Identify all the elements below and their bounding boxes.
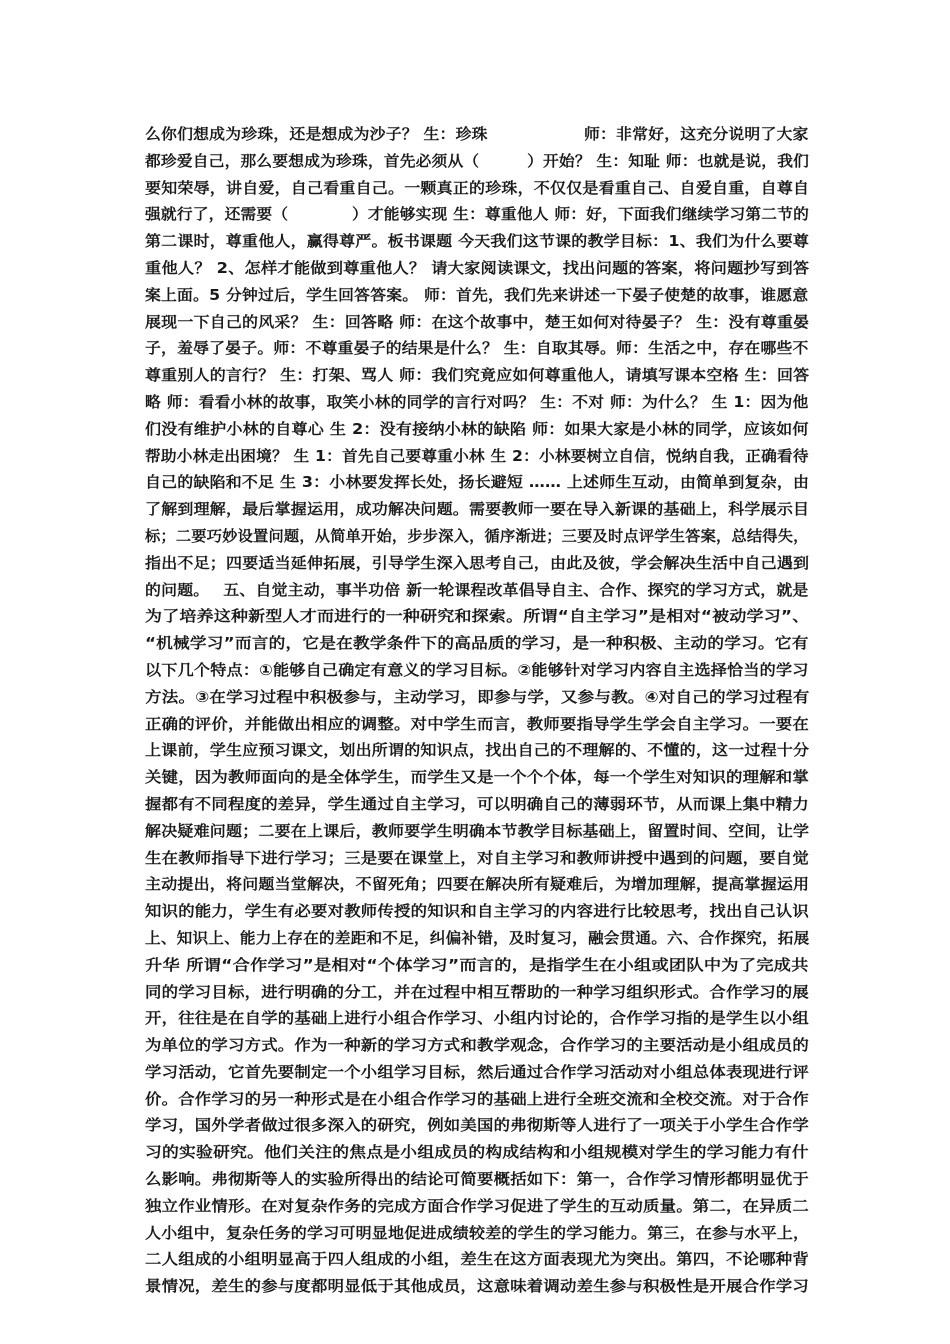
text-line: 重他人？ 2、怎样才能做到尊重他人？ 请大家阅读课文，找出问题的答案，将问题抄写到答	[145, 258, 809, 277]
text-line: 们没有维护小林的自尊心 生 2：没有接纳小林的缺陷 师：如果大家是小林的同学，应该如何	[145, 419, 809, 438]
text-line: 要知荣辱，讲自爱，自己看重自己。一颗真正的珍珠，不仅仅是看重自己、自爱自重，自尊自	[145, 178, 809, 197]
text-line: 都珍爱自己，那么要想成为珍珠，首先必须从（ ）开始？ 生：知耻 师：也就是说，我们	[145, 151, 809, 170]
text-line: 为单位的学习方式。作为一种新的学习方式和教学观念，合作学习的主要活动是小组成员的	[145, 1036, 809, 1055]
text-line: 生在教师指导下进行学习；三是要在课堂上，对自主学习和教师讲授中遇到的问题，要自觉	[145, 848, 809, 867]
text-line: 学习，国外学者做过很多深入的研究，例如美国的弗彻斯等人进行了一项关于小学生合作学	[145, 1116, 809, 1135]
text-line: 升华 所谓“合作学习”是相对“个体学习”而言的，是指学生在小组或团队中为了完成共	[145, 955, 809, 974]
text-line: 景情况，差生的参与度都明显低于其他成员，这意味着调动差生参与积极性是开展合作学习	[145, 1277, 809, 1296]
text-line: 习的实验研究。他们关注的焦点是小组成员的构成结构和小组规模对学生的学习能力有什	[145, 1143, 809, 1162]
text-line: 学习活动，它首先要制定一个小组学习目标，然后通过合作学习活动对小组总体表现进行评	[145, 1062, 809, 1081]
text-line: 正确的评价，并能做出相应的调整。对中学生而言，教师要指导学生学会自主学习。一要在	[145, 714, 809, 733]
text-line: 第二课时，尊重他人，赢得尊严。板书课题 今天我们这节课的教学目标：1、我们为什么要尊	[145, 232, 809, 251]
text-line: 了解到理解，最后掌握运用，成功解决问题。需要教师一要在导入新课的基础上，科学展示目	[145, 500, 809, 519]
text-line: 强就行了，还需要（ ）才能够实现 生：尊重他人 师：好，下面我们继续学习第二节的	[145, 205, 809, 224]
text-line: 独立作业情形。在对复杂作务的完成方面合作学习促进了学生的互动质量。第二，在异质二	[145, 1196, 809, 1215]
text-line: 二人组成的小组明显高于四人组成的小组，差生在这方面表现尤为突出。第四，不论哪种背	[145, 1250, 809, 1269]
text-line: 解决疑难问题；二要在上课后，教师要学生明确本节教学目标基础上，留置时间、空间，让学	[145, 821, 809, 840]
text-line: 主动提出，将问题当堂解决，不留死角；四要在解决所有疑难后，为增加理解，提高掌握运用	[145, 875, 809, 894]
text-line: 方法。③在学习过程中积极参与，主动学习，即参与学，又参与教。④对自己的学习过程有	[145, 687, 809, 706]
body-text	[145, 121, 809, 1300]
text-line: 以下几个特点：①能够自己确定有意义的学习目标。②能够针对学习内容自主选择恰当的学习	[145, 660, 809, 679]
text-line: 开，往往是在自学的基础上进行小组合作学习、小组内讨论的，合作学习指的是学生以小组	[145, 1009, 809, 1028]
text-line: 略 师：看看小林的故事，取笑小林的同学的言行对吗？ 生：不对 师：为什么？ 生 1：因为他	[145, 392, 809, 411]
text-line: 的问题。 五、自觉主动，事半功倍 新一轮课程改革倡导自主、合作、探究的学习方式，就是	[145, 580, 809, 599]
text-line: 么影响。弗彻斯等人的实验所得出的结论可简要概括如下：第一，合作学习情形都明显优于	[145, 1170, 809, 1189]
text-line: 么你们想成为珍珠，还是想成为沙子？ 生：珍珠 师：非常好，这充分说明了大家	[145, 125, 809, 143]
text-line: 子，羞辱了晏子。师：不尊重晏子的结果是什么？ 生：自取其辱。师：生活之中，存在哪些不	[145, 339, 809, 358]
text-line: 标；二要巧妙设置问题，从简单开始，步步深入，循序渐进；三要及时点评学生答案，总结得失，	[145, 526, 809, 545]
text-line: 自己的缺陷和不足 生 3：小林要发挥长处，扬长避短 …… 上述师生互动，由简单到复杂，由	[145, 473, 809, 492]
text-line: 上课前，学生应预习课文，划出所谓的知识点，找出自己的不理解的、不懂的，这一过程十分	[145, 741, 809, 760]
text-line: 上、知识上、能力上存在的差距和不足，纠偏补错，及时复习，融会贯通。六、合作探究，拓展	[145, 928, 809, 947]
text-line: 价。合作学习的另一种形式是在小组合作学习的基础上进行全班交流和全校交流。对于合作	[145, 1089, 809, 1108]
text-line: 知识的能力，学生有必要对教师传授的知识和自主学习的内容进行比较思考，找出自己认识	[145, 902, 809, 921]
text-line: 案上面。5 分钟过后，学生回答答案。 师：首先，我们先来讲述一下晏子使楚的故事，谁愿意	[145, 285, 809, 304]
text-line: 帮助小林走出困境？ 生 1：首先自己要尊重小林 生 2：小林要树立自信，悦纳自我，正确看待	[145, 446, 809, 465]
text-line: 尊重别人的言行？ 生：打架、骂人 师：我们究竟应如何尊重他人，请填写课本空格 生：回答	[145, 366, 809, 385]
text-line: 为了培养这种新型人才而进行的一种研究和探索。所谓“自主学习”是相对“被动学习”、	[145, 607, 809, 626]
text-line: 同的学习目标，进行明确的分工，并在过程中相互帮助的一种学习组织形式。合作学习的展	[145, 982, 809, 1001]
text-line: 关键，因为教师面向的是全体学生，而学生又是一个个个体，每一个学生对知识的理解和掌	[145, 768, 809, 787]
text-line: “机械学习”而言的，它是在教学条件下的高品质的学习，是一种积极、主动的学习。它有	[145, 634, 809, 653]
text-line: 握都有不同程度的差异，学生通过自主学习，可以明确自己的薄弱环节，从而课上集中精力	[145, 794, 809, 813]
text-line: 人小组中，复杂任务的学习可明显地促进成绩较差的学生的学习能力。第三，在参与水平上，	[145, 1223, 809, 1242]
text-line: 指出不足；四要适当延伸拓展，引导学生深入思考自己，由此及彼，学会解决生活中自己遇到	[145, 553, 809, 572]
text-line: 展现一下自己的风采？ 生：回答略 师：在这个故事中，楚王如何对待晏子？ 生：没有尊重晏	[145, 312, 809, 331]
